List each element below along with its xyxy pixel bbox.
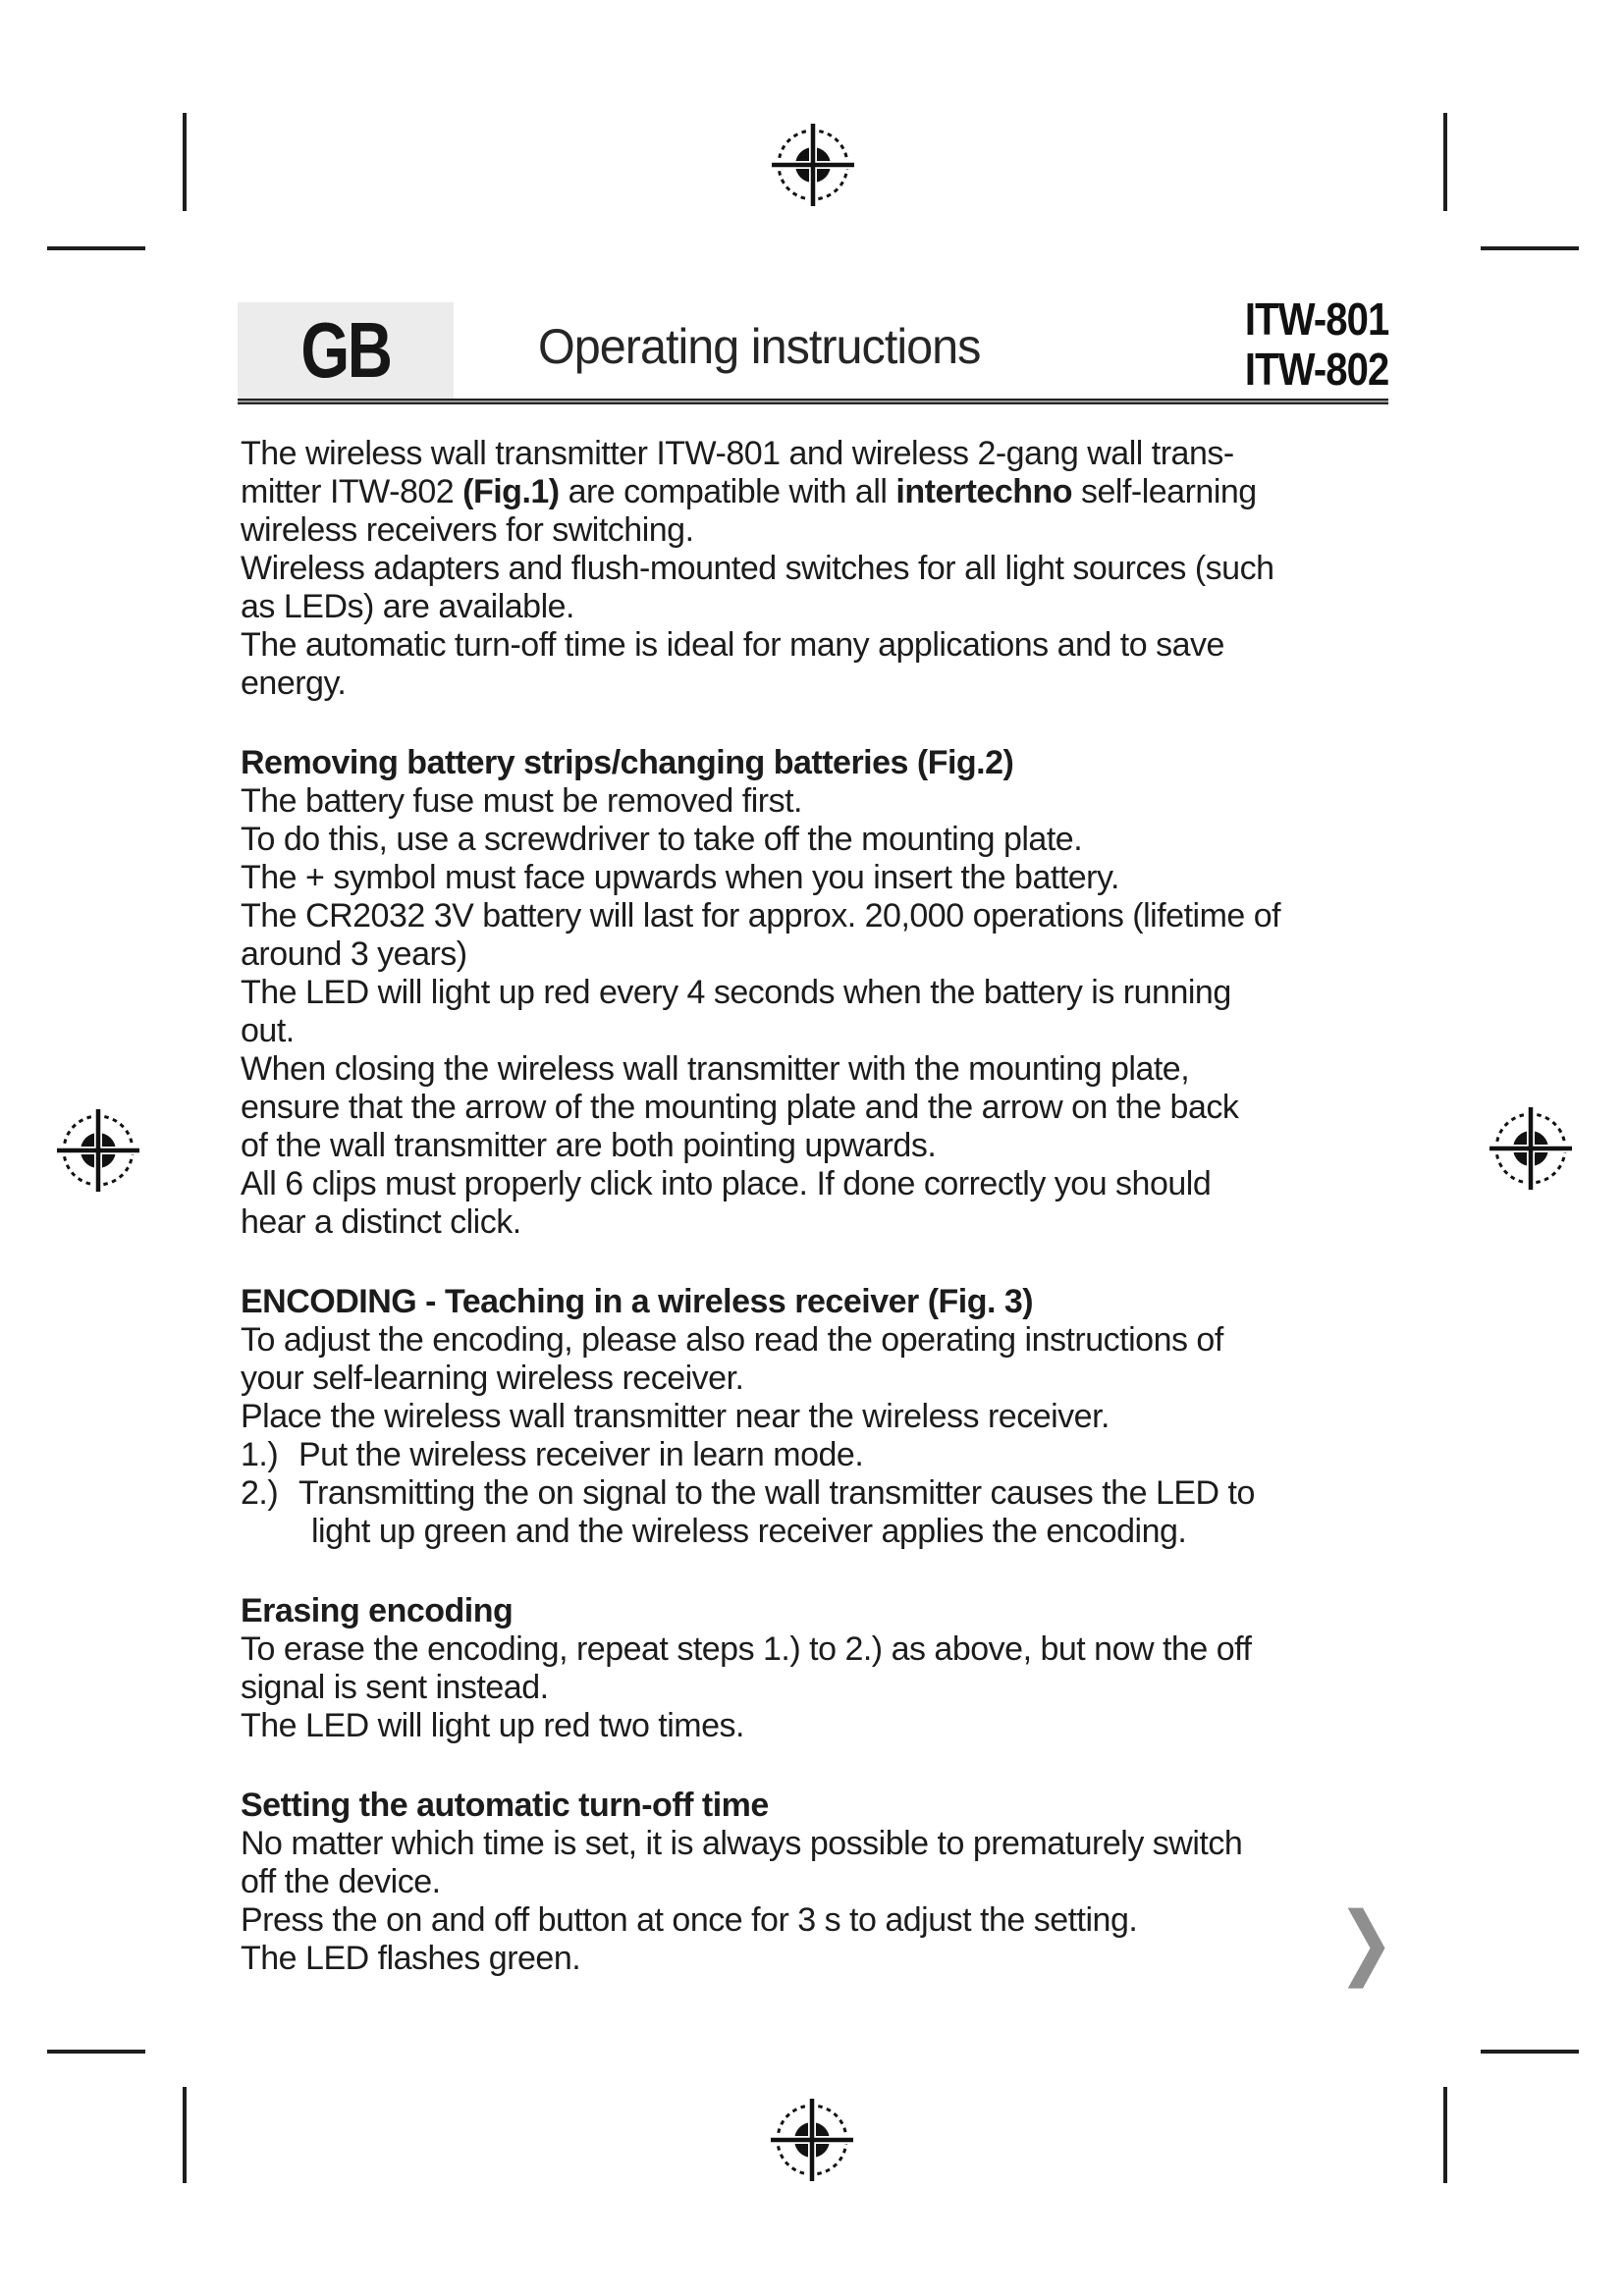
crop-mark-icon [183,2087,187,2183]
language-badge [238,302,454,399]
text-line: To do this, use a screwdriver to take off the mounting plate. [241,821,1083,858]
list-item-continuation: light up green and the wireless receiver applies the encoding. [311,1513,1187,1550]
text-line: around 3 years) [241,935,467,973]
model-number-itw802: ITW-802 [1244,344,1388,395]
text-line: Wireless adapters and flush-mounted switches for all light sources (such [241,550,1274,587]
list-item-text: Transmitting the on signal to the wall transmitter causes the LED to [298,1474,1255,1512]
text-segment-bold: (Fig.1) [462,473,560,510]
text-line: your self-learning wireless receiver. [241,1360,744,1397]
text-line: All 6 clips must properly click into place. If done correctly you should [241,1165,1212,1202]
text-line: When closing the wireless wall transmitter with the mounting plate, [241,1050,1190,1088]
section-encoding [241,1283,1478,1551]
crop-mark-icon [1481,2050,1579,2054]
text-line: The CR2032 3V battery will last for approx. 20,000 operations (lifetime of [241,897,1281,934]
list-item-text: Put the wireless receiver in learn mode. [298,1436,864,1473]
text-line: energy. [241,665,347,702]
text-line: The LED flashes green. [241,1940,581,1977]
crop-mark-icon [1443,2087,1447,2183]
text-segment-bold: intertechno [895,473,1073,510]
text-line: The + symbol must face upwards when you insert the battery. [241,859,1119,896]
text-segment: mitter ITW-802 [241,473,463,510]
list-marker: 2.) [241,1474,279,1512]
section-heading: Removing battery strips/changing batteries (Fig.2) [241,744,1014,781]
registration-mark-icon [769,121,857,209]
text-line: Place the wireless wall transmitter near the wireless receiver. [241,1398,1110,1435]
page-continuation-icon: ❯ [1337,1897,1395,1987]
text-line: The LED will light up red two times. [241,1707,744,1744]
model-number-itw801: ITW-801 [1244,294,1388,345]
list-marker: 1.) [241,1436,279,1473]
page-title: Operating instructions [538,319,981,374]
text-line: signal is sent instead. [241,1669,549,1706]
model-numbers [1244,294,1388,395]
text-segment: are compatible with all [559,473,896,510]
registration-mark-icon [54,1106,142,1195]
crop-mark-icon [183,113,187,211]
header-divider [238,399,1388,404]
text-line: The battery fuse must be removed first. [241,782,802,820]
text-line: To erase the encoding, repeat steps 1.) to 2.) as above, but now the off [241,1630,1252,1668]
intro-paragraph [241,435,1478,703]
registration-mark-icon [768,2096,856,2184]
text-line: as LEDs) are available. [241,588,575,625]
section-heading: Setting the automatic turn-off time [241,1787,769,1824]
text-line: wireless receivers for switching. [241,511,694,549]
list-item [241,1436,1478,1474]
list-item [241,1474,1478,1513]
text-line: The LED will light up red every 4 seconds when the battery is running [241,974,1231,1011]
section-removing-batteries [241,744,1478,1242]
crop-mark-icon [1481,246,1579,250]
text-line: No matter which time is set, it is always possible to prematurely switch [241,1825,1243,1862]
language-badge-label: GB [300,306,391,394]
text-line: To adjust the encoding, please also read the operating instructions of [241,1321,1223,1359]
document-body [241,435,1478,1987]
crop-mark-icon [47,246,145,250]
registration-mark-icon [1487,1104,1575,1193]
text-line: out. [241,1012,295,1049]
crop-mark-icon [1443,113,1447,211]
crop-mark-icon [47,2050,145,2054]
text-line: Press the on and off button at once for 3 s to adjust the setting. [241,1901,1138,1939]
section-erasing-encoding [241,1592,1478,1745]
text-line: of the wall transmitter are both pointing upwards. [241,1127,937,1164]
text-line: The wireless wall transmitter ITW-801 and wireless 2-gang wall trans- [241,435,1234,472]
text-line: The automatic turn-off time is ideal for many applications and to save [241,626,1224,664]
section-heading: ENCODING - Teaching in a wireless receiver (Fig. 3) [241,1283,1034,1320]
text-line [241,473,1478,511]
text-segment: self-learning [1072,473,1257,510]
text-line: ensure that the arrow of the mounting plate and the arrow on the back [241,1089,1239,1126]
text-line: off the device. [241,1863,441,1900]
text-line: hear a distinct click. [241,1203,521,1241]
section-turn-off-time [241,1787,1478,1987]
section-heading: Erasing encoding [241,1592,514,1629]
